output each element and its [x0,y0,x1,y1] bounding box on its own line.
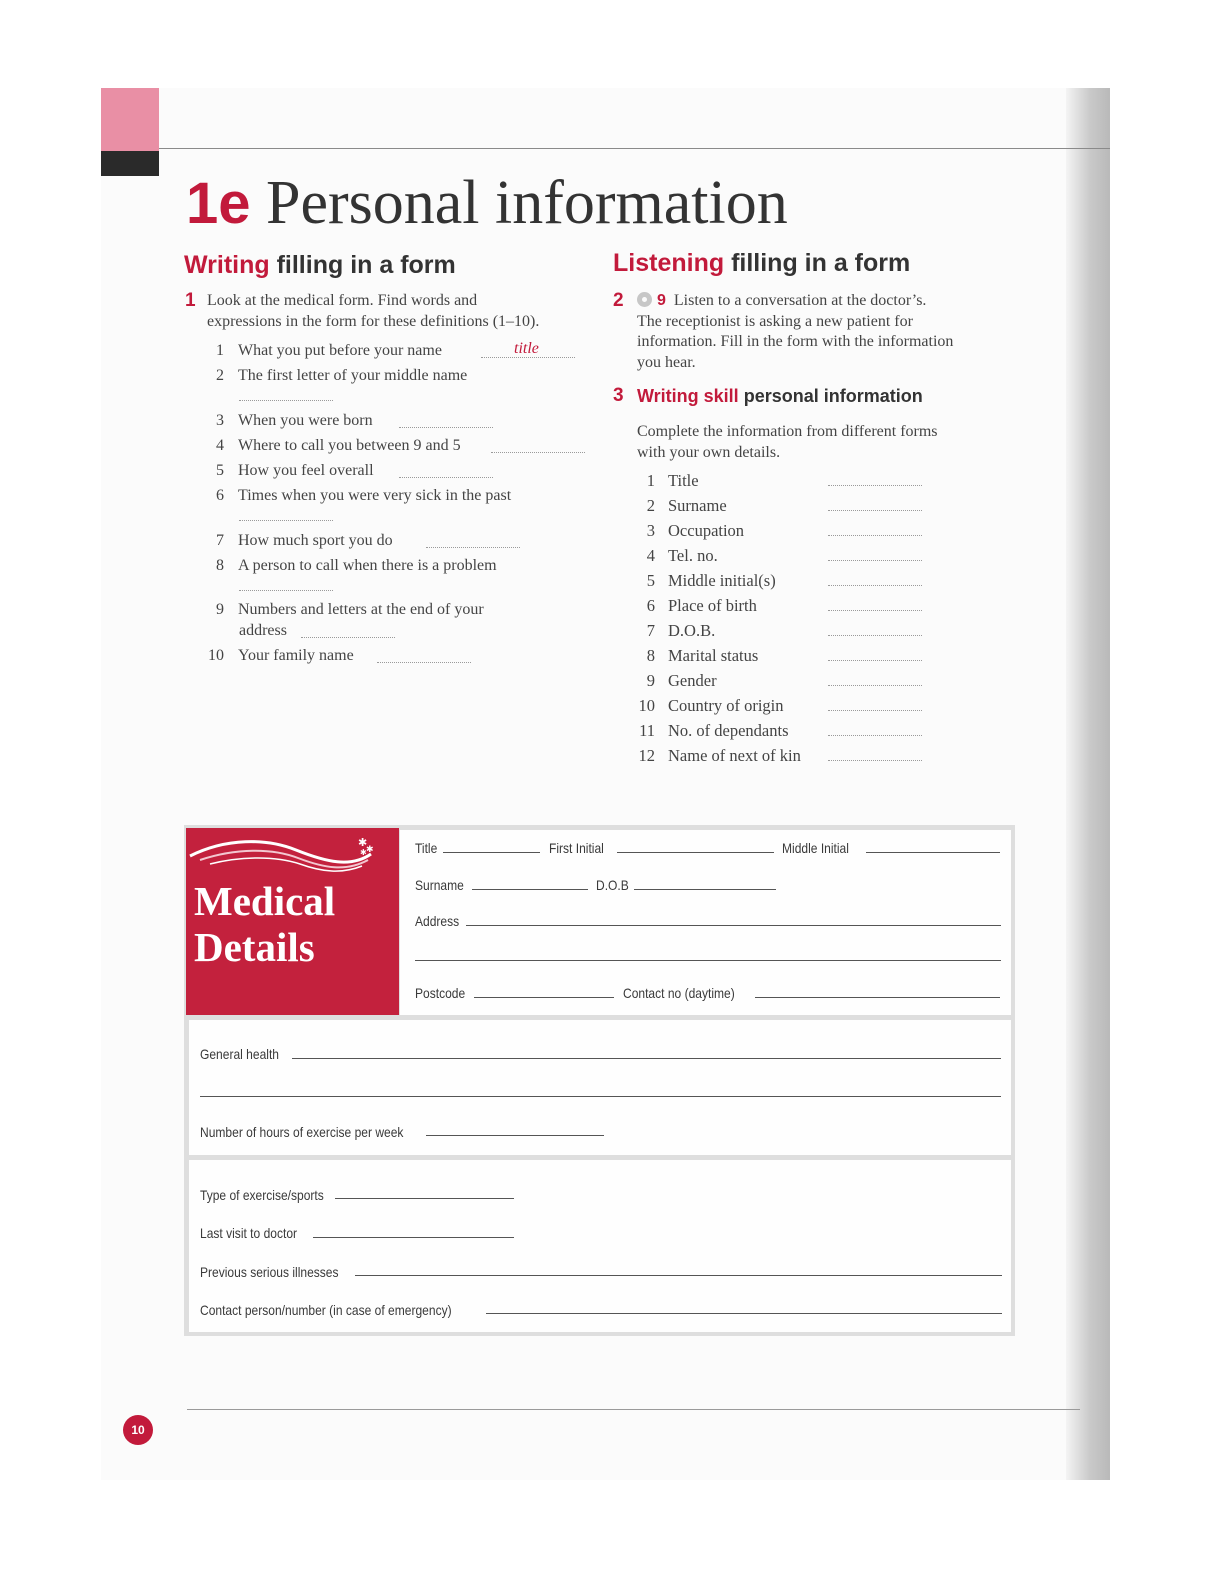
answer-line[interactable] [377,662,471,663]
exercise-2-number: 2 [613,290,624,311]
dob-field[interactable] [634,889,776,890]
field-label-last-visit: Last visit to doctor [200,1225,298,1241]
exercise-1-instructions [207,291,539,332]
answer-line[interactable] [426,547,520,548]
exercise-3-instructions: Complete the information from different forms with your own details. [637,423,938,461]
field-label-dob: D.O.B [596,877,629,893]
address-field-line2[interactable] [415,960,1001,961]
field-label-emergency-contact: Contact person/number (in case of emergency) [200,1302,452,1318]
answer-line[interactable] [239,520,333,521]
page-title [186,165,788,242]
personal-detail-item: 12 Name of next of kin [638,746,801,765]
svg-text:✱: ✱ [360,848,367,857]
field-label-surname: Surname [415,877,464,893]
general-health-field-line2[interactable] [200,1096,1001,1097]
last-visit-field[interactable] [313,1237,514,1238]
answer-line[interactable] [399,477,493,478]
medical-details-banner [186,828,399,1015]
general-health-field[interactable] [292,1058,1001,1059]
unit-tab-dark [101,151,159,176]
personal-detail-item: 9 Gender [646,671,717,690]
personal-detail-item: 11 No. of dependants [639,721,789,740]
title-field[interactable] [443,852,540,853]
field-label-general-health: General health [200,1046,279,1062]
field-label-address: Address [415,913,460,929]
exercise-1-number: 1 [185,290,196,311]
writing-heading-topic: filling in a form [276,251,456,279]
listening-heading [613,248,910,278]
personal-detail-line[interactable] [828,610,922,611]
personal-detail-item: 2 Surname [646,496,727,515]
answer-line[interactable] [301,637,395,638]
first-initial-field[interactable] [617,852,774,853]
medical-details-title: Medical Details [194,878,336,970]
field-label-exercise-hours: Number of hours of exercise per week [200,1124,404,1140]
middle-initial-field[interactable] [866,852,1000,853]
personal-detail-item: 10 Country of origin [638,696,784,715]
exercise-1-instructions-line2: expressions in the form for these definitions (1–10). [207,312,540,330]
surname-field[interactable] [472,889,588,890]
definition-item-continued: address [239,622,287,639]
personal-detail-item: 3 Occupation [646,521,745,540]
personal-detail-line[interactable] [828,760,922,761]
writing-skill-keyword: Writing skill [637,386,739,406]
definition-item: 7 How much sport you do [216,532,393,549]
personal-detail-line[interactable] [828,735,922,736]
definition-item: 5 How you feel overall [216,462,374,479]
definition-item: 2 The first letter of your middle name [216,367,468,384]
unit-tab-pink [101,88,159,151]
writing-skill-heading [637,384,923,408]
emergency-contact-field[interactable] [486,1313,1002,1314]
previous-illnesses-field[interactable] [355,1275,1002,1276]
answer-line[interactable] [399,427,493,428]
field-label-title: Title [415,840,438,856]
field-label-previous-illnesses: Previous serious illnesses [200,1264,339,1280]
unit-title: Personal information [266,169,788,237]
footer-rule [187,1409,1080,1410]
personal-detail-item: 5 Middle initial(s) [646,571,776,590]
field-label-first-initial: First Initial [549,840,604,856]
personal-detail-line[interactable] [828,510,922,511]
svg-text:✱: ✱ [358,836,368,849]
exercise-3-number: 3 [613,385,624,406]
personal-detail-line[interactable] [828,585,922,586]
personal-detail-item: 6 Place of birth [646,596,757,615]
definition-item: 10 Your family name [208,647,354,664]
personal-detail-line[interactable] [828,635,922,636]
unit-number: 1e [186,171,251,236]
definition-item: 9 Numbers and letters at the end of your [216,601,484,618]
page-number-badge: 10 [123,1415,153,1445]
answer-line[interactable] [239,590,333,591]
answer-line[interactable] [491,452,585,453]
personal-detail-line[interactable] [828,485,922,486]
exercise-type-field[interactable] [335,1198,514,1199]
field-label-middle-initial: Middle Initial [782,840,849,856]
writing-skill-topic: personal information [743,386,923,406]
field-label-contact-daytime: Contact no (daytime) [623,985,735,1001]
svg-text:✱: ✱ [366,845,374,855]
definition-item: 1 What you put before your name [216,342,442,359]
listening-heading-keyword: Listening [613,249,725,277]
contact-daytime-field[interactable] [755,997,1000,998]
address-field[interactable] [466,925,1001,926]
personal-detail-line[interactable] [828,710,922,711]
answer-line[interactable] [239,400,333,401]
postcode-field[interactable] [474,997,614,998]
definition-item: 8 A person to call when there is a problem [216,557,497,574]
field-label-postcode: Postcode [415,985,466,1001]
writing-heading-keyword: Writing [184,251,270,279]
audio-cd-icon [637,292,652,307]
exercise-2-instructions: 9 Listen to a conversation at the doctor’s. The receptionist is asking a new patient for information. Fill in the form with the information you hear. [637,292,954,371]
personal-detail-item: 8 Marital status [646,646,759,665]
header-rule [159,148,1110,149]
audio-track-number: 9 [657,292,666,309]
example-answer: title [514,340,539,357]
definition-item: 6 Times when you were very sick in the past [216,487,512,504]
personal-detail-item: 7 D.O.B. [646,621,716,640]
personal-detail-item: 4 Tel. no. [646,546,718,565]
personal-detail-line[interactable] [828,685,922,686]
personal-detail-item: 1 Title [646,471,699,490]
definition-item: 4 Where to call you between 9 and 5 [216,437,461,454]
personal-detail-line[interactable] [828,660,922,661]
personal-detail-line[interactable] [828,535,922,536]
exercise-hours-field[interactable] [426,1135,604,1136]
personal-detail-line[interactable] [828,560,922,561]
listening-heading-topic: filling in a form [731,249,911,277]
book-spine-shadow [1066,88,1110,1480]
writing-heading [184,250,456,280]
exercise-1-instructions-line1: Look at the medical form. Find words and [207,292,478,309]
field-label-exercise-type: Type of exercise/sports [200,1187,324,1203]
definition-item: 3 When you were born [216,412,373,429]
